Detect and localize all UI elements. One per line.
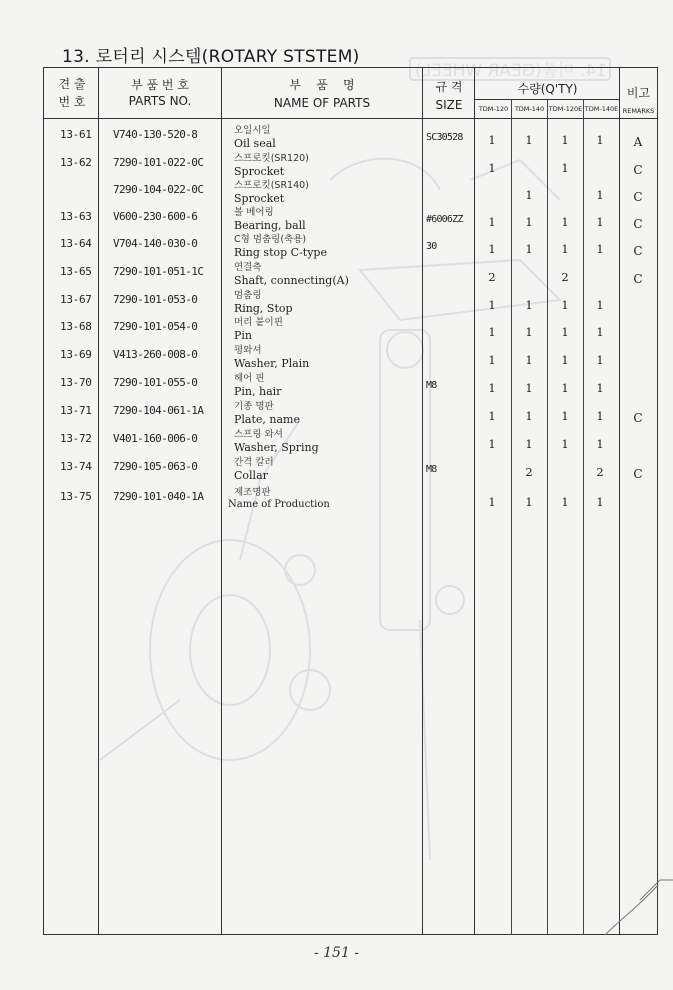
item-number: 13-68 — [60, 320, 92, 333]
part-name-en: Shaft, connecting(A) — [234, 274, 349, 287]
part-name-kr: 스프링 와셔 — [234, 429, 283, 440]
qty-value: 1 — [525, 133, 533, 147]
qty-value: 1 — [488, 298, 496, 312]
qty-value: 1 — [596, 215, 604, 229]
item-number: 13-74 — [60, 460, 92, 473]
qty-value: 2 — [488, 270, 496, 284]
item-number: 13-72 — [60, 432, 92, 445]
qty-value: 1 — [525, 381, 533, 395]
qty-value: 1 — [561, 495, 569, 509]
part-name-en: Sprocket — [234, 165, 285, 178]
remarks-value: A — [633, 135, 643, 149]
qty-value: 1 — [488, 133, 496, 147]
item-number: 13-62 — [60, 156, 92, 169]
part-number: 7290-101-053-0 — [113, 293, 198, 306]
remarks-value: C — [633, 190, 643, 204]
header-parts-no-kr: 부 품 번 호 — [131, 78, 189, 92]
qty-value: 1 — [488, 437, 496, 451]
qty-value: 2 — [596, 465, 604, 479]
qty-value: 1 — [596, 381, 604, 395]
part-name-kr: 스프로킷(SR140) — [234, 180, 309, 191]
part-name-en: Pin — [234, 329, 253, 342]
part-size: M8 — [426, 464, 437, 475]
qty-value: 1 — [488, 242, 496, 256]
item-number: 13-65 — [60, 265, 92, 278]
header-model: TDM-120 — [478, 105, 509, 113]
qty-value: 1 — [488, 215, 496, 229]
header-item-no: 견 출 번 호 — [58, 77, 86, 109]
remarks-value: C — [633, 272, 643, 286]
part-number: 7290-101-051-1C — [113, 265, 204, 278]
header-parts-no-en: PARTS NO. — [128, 94, 192, 108]
qty-value: 1 — [561, 353, 569, 367]
part-number: 7290-101-022-0C — [113, 156, 204, 169]
qty-value: 1 — [596, 353, 604, 367]
remarks-value: C — [633, 244, 643, 258]
part-name-en: Pin, hair — [234, 385, 282, 398]
remarks-value: C — [633, 163, 643, 177]
header-divider — [43, 118, 658, 119]
qty-value: 1 — [596, 298, 604, 312]
qty-value: 1 — [525, 298, 533, 312]
qty-value: 2 — [561, 270, 569, 284]
item-number: 13-69 — [60, 348, 92, 361]
col-divider — [619, 67, 620, 935]
part-number: 7290-104-061-1A — [113, 404, 204, 417]
header-remarks-kr: 비고 — [626, 86, 651, 100]
qty-value: 1 — [488, 381, 496, 395]
col-divider — [547, 99, 548, 935]
qty-value: 1 — [525, 325, 533, 339]
page-number: - 151 - — [313, 945, 360, 961]
col-divider — [474, 67, 475, 935]
part-number: 7290-104-022-0C — [113, 183, 204, 196]
part-number: 7290-101-040-1A — [113, 490, 204, 503]
part-name-kr: 기종 명판 — [234, 401, 274, 412]
qty-value: 1 — [596, 133, 604, 147]
part-name-en: Name of Production — [228, 499, 330, 510]
part-name-en: Plate, name — [234, 413, 300, 426]
part-size: M8 — [426, 380, 437, 391]
item-number: 13-61 — [60, 128, 92, 141]
qty-value: 1 — [596, 188, 604, 202]
col-divider — [511, 99, 512, 935]
header-name-en: NAME OF PARTS — [273, 96, 371, 110]
qty-value: 1 — [488, 353, 496, 367]
header-model: TDM-140 — [514, 105, 545, 113]
header-name-kr: 부 품 명 — [289, 78, 355, 92]
qty-value: 1 — [525, 409, 533, 423]
col-divider — [98, 67, 99, 935]
remarks-value: C — [633, 467, 643, 481]
part-number: V704-140-030-0 — [113, 237, 198, 250]
part-number: V740-130-520-8 — [113, 128, 198, 141]
header-qty: 수량(Q'TY) — [517, 82, 578, 96]
part-name-en: Collar — [234, 469, 268, 482]
item-number: 13-64 — [60, 237, 92, 250]
item-number: 13-63 — [60, 210, 92, 223]
header-model: TDM-140E — [584, 105, 619, 113]
qty-value: 1 — [561, 381, 569, 395]
col-divider — [422, 67, 423, 935]
remarks-value: C — [633, 217, 643, 231]
qty-value: 1 — [488, 325, 496, 339]
part-number: 7290-105-063-0 — [113, 460, 198, 473]
part-name-kr: 제조명판 — [234, 487, 271, 498]
qty-value: 1 — [525, 188, 533, 202]
qty-value: 1 — [561, 242, 569, 256]
header-remarks-en: REMARKS — [622, 107, 655, 115]
header-size-en: SIZE — [435, 98, 463, 112]
qty-value: 1 — [525, 242, 533, 256]
qty-value: 2 — [525, 465, 533, 479]
item-number: 13-70 — [60, 376, 92, 389]
part-name-kr: 오일시일 — [234, 125, 271, 136]
qty-value: 1 — [525, 495, 533, 509]
part-name-en: Sprocket — [234, 192, 285, 205]
part-name-kr: 연결축 — [234, 262, 262, 273]
part-size: #6006ZZ — [426, 214, 463, 225]
part-number: V413-260-008-0 — [113, 348, 198, 361]
qty-value: 1 — [488, 161, 496, 175]
qty-value: 1 — [561, 161, 569, 175]
part-name-kr: C형 멈춤링(축용) — [234, 234, 307, 245]
page-title: 13. 로터리 시스템(ROTARY STSTEM) — [62, 47, 360, 67]
part-number: 7290-101-055-0 — [113, 376, 198, 389]
part-size: SC30528 — [426, 132, 463, 143]
part-name-en: Bearing, ball — [234, 219, 306, 232]
col-divider — [583, 99, 584, 935]
bleed-through-title: 14. 미롤(GEAR WHEEL) — [415, 61, 607, 81]
qty-value: 1 — [525, 437, 533, 451]
qty-value: 1 — [596, 325, 604, 339]
qty-value: 1 — [561, 298, 569, 312]
qty-value: 1 — [525, 215, 533, 229]
part-name-en: Oil seal — [234, 137, 276, 150]
qty-value: 1 — [488, 409, 496, 423]
part-name-kr: 평와셔 — [234, 345, 262, 356]
part-number: V401-160-006-0 — [113, 432, 198, 445]
remarks-value: C — [633, 411, 643, 425]
qty-value: 1 — [561, 325, 569, 339]
qty-value: 1 — [596, 437, 604, 451]
part-name-kr: 머리 붙이핀 — [234, 317, 283, 328]
item-number: 13-67 — [60, 293, 92, 306]
qty-value: 1 — [596, 409, 604, 423]
part-name-en: Washer, Spring — [234, 441, 319, 454]
qty-value: 1 — [561, 409, 569, 423]
part-name-kr: 멈춤링 — [234, 290, 262, 301]
qty-value: 1 — [561, 133, 569, 147]
item-number: 13-75 — [60, 490, 92, 503]
part-number: V600-230-600-6 — [113, 210, 198, 223]
part-name-en: Ring stop C-type — [234, 246, 327, 259]
col-divider — [221, 67, 222, 935]
header-model: TDM-120E — [548, 105, 583, 113]
qty-value: 1 — [596, 495, 604, 509]
part-name-kr: 헤어 핀 — [234, 373, 265, 384]
header-size-kr: 규 격 — [435, 80, 463, 94]
part-name-en: Ring, Stop — [234, 302, 293, 315]
qty-value: 1 — [525, 353, 533, 367]
qty-value: 1 — [488, 495, 496, 509]
part-name-kr: 스프로킷(SR120) — [234, 153, 309, 164]
part-name-en: Washer, Plain — [234, 357, 310, 370]
part-size: 30 — [426, 241, 437, 252]
item-number: 13-71 — [60, 404, 92, 417]
qty-value: 1 — [561, 215, 569, 229]
part-name-kr: 간격 칼러 — [234, 457, 274, 468]
qty-value: 1 — [596, 242, 604, 256]
qty-value: 1 — [561, 437, 569, 451]
part-name-kr: 볼 베어링 — [234, 207, 274, 218]
part-number: 7290-101-054-0 — [113, 320, 198, 333]
